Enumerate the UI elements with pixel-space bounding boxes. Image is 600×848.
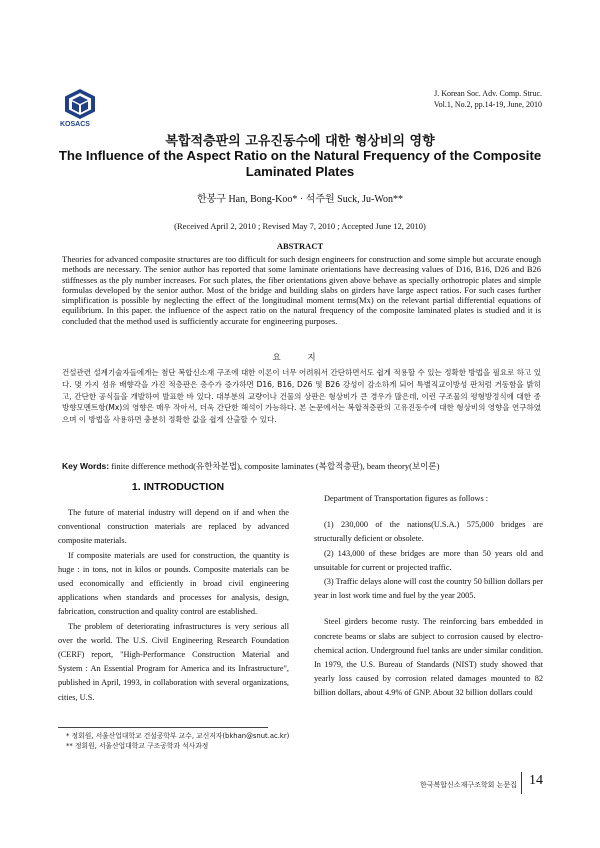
paragraph: Department of Transportation figures as follows : — [324, 494, 489, 503]
left-column — [58, 506, 289, 705]
footer-journal-name: 한국복합신소재구조학회 논문집 — [420, 781, 517, 789]
keywords-label: Key Words: — [62, 461, 110, 471]
paragraph: If composite materials are used for construction, the quantity is huge : in tons, not in kilos or pounds. Composite materials can be used economically and efficiently in broad civil engineering applications when standards and processes for analysis, design, fabrication, construction and quality control are established. — [58, 550, 289, 617]
paragraph: The problem of deteriorating infrastructures is very serious all over the world. The U.S. Civil Engineering Research Foundation (CERF) report, "High-Performance Construction Material and System : An Essential Program for America and its Infrastructure", published in April, 1993, in collaboration with several organizations, cities, U.S. — [58, 621, 289, 702]
list-item: (3) Traffic delays alone will cost the country 50 billion dollars per year in lost work time and fuel by the year 2005. — [314, 577, 543, 601]
authors: 한봉구 Han, Bong-Koo* · 석주원 Suck, Ju-Won** — [196, 194, 404, 205]
footnote-1: * 정회원, 서울산업대학교 건설공학부 교수, 교신저자(bkhan@snut.ac.kr) — [66, 732, 290, 740]
logo-text: KOSACS — [60, 121, 90, 128]
footer-divider — [521, 772, 522, 794]
title-english: The Influence of the Aspect Ratio on the Natural Frequency of the Composite Laminated Plates — [58, 148, 542, 179]
journal-citation — [434, 88, 542, 110]
footnote-2: ** 정회원, 서울산업대학교 구조공학과 석사과정 — [66, 742, 209, 750]
korean-abstract-body: 건설관련 설계기술자들에게는 첨단 복합신소재 구조에 대한 이론이 너무 어려워서 간단하면서도 쉽게 적용할 수 있는 정확한 방법을 필요로 하고 있다. 몇 가지 섬유 배향각을 가진 적층판은 층수가 증가하면 D16, B16, D26 및 B26 강성이 감소하게 되어 특별직교이방성 판처럼 거동함을 밝히고, 간단한 공식들을 개발하여 발표한 바 있다. 대부분의 교량이나 건물의 상판은 형상비가 큰 경우가 많은데, 이런 구조물의 평형방정식에 대한 종방향모멘트항(Mx)의 영향은 매우 작아서, 더욱 간단한 해석이 가능하다. 본 논문에서는 복합적층판의 고유진동수에 대한 형상비의 영향을 연구하였으며 이 방법을 사용하면 충분히 정확한 값을 쉽게 산출할 수 있다. — [62, 368, 541, 425]
abstract-body: Theories for advanced composite structures are too difficult for such design engineers for construction and some simple but accurate enough methods are necessary. The senior author has reported that some laminate orientations have decreasing values of D16, B16, D26 and B26 stiffnesses as the ply number increases. For such plates, the fiber orientations given above behave as specially orthotropic plates and simple formulas developed by the senior author. Most of the bridge and building slabs on girders have large aspect ratios. For such cases further simplification is possible by neglecting the effect of the longitudinal moment terms(Mx) on the relevant partial differential equations of equilibrium. In this paper. the influence of the aspect ratio on the natural frequency of the composite laminated plates is studied and it is concluded that the method used is sufficiently accurate for engineering purposes. — [62, 254, 541, 326]
journal-line-1: J. Korean Soc. Adv. Comp. Struc. — [434, 89, 542, 98]
spacer — [314, 506, 543, 518]
spacer — [314, 603, 543, 615]
kosacs-logo-icon — [62, 88, 98, 120]
paragraph: Steel girders become rusty. The reinforcing bars embedded in concrete beams or slabs are subject to corrosion caused by electro- chemical action. Underground fuel tanks are under similar condition. In 1979, the U.S. Bureau of Standards (NIST) study showed that yearly loss caused by corrosion related damages mounted to 82 billion dollars, about 4.9% of GNP. About 32 billion dollars could — [314, 617, 543, 698]
footnote-divider — [58, 727, 268, 728]
list-item: (1) 230,000 of the nations(U.S.A.) 575,000 bridges are structurally deficient or obsolete. — [314, 520, 543, 544]
received-dates: (Received April 2, 2010 ; Revised May 7, 2010 ; Accepted June 12, 2010) — [174, 221, 426, 231]
korean-abstract-heading: 요 지 — [272, 353, 328, 363]
journal-line-2: Vol.1, No.2, pp.14-19, June, 2010 — [433, 100, 542, 109]
abstract-heading: ABSTRACT — [276, 241, 324, 251]
keywords-text: finite difference method(유한차분법), composite laminates (복합적층판), beam theory(보이론) — [111, 461, 440, 471]
right-column — [314, 492, 543, 701]
paragraph: The future of material industry will depend on if and when the conventional construction materials are replaced by advanced composite materials. — [58, 508, 289, 546]
list-item: (2) 143,000 of these bridges are more than 50 years old and unsuitable for current or projected traffic. — [314, 548, 543, 572]
page-number: 14 — [529, 773, 543, 788]
keywords — [62, 460, 541, 472]
section-heading: 1. INTRODUCTION — [131, 481, 225, 493]
title-korean: 복합적층판의 고유진동수에 대한 형상비의 영향 — [165, 134, 435, 149]
footnotes — [66, 731, 289, 751]
